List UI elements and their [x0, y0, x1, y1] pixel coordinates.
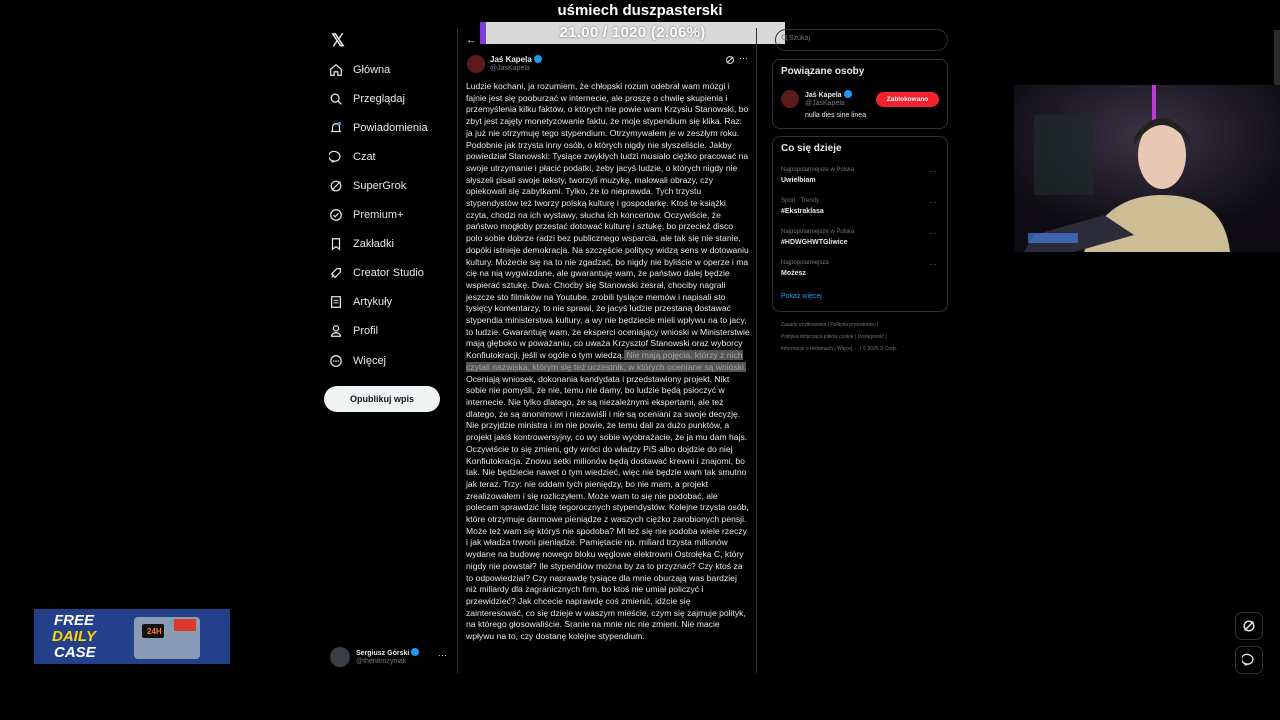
trend-item[interactable]: #Ekstraklasa: [781, 208, 824, 215]
trend-meta: Sport · Trendy: [781, 198, 820, 204]
grok-icon[interactable]: [725, 55, 735, 67]
account-name: Sergiusz Górski: [356, 648, 419, 657]
nav-home-label: Główna: [353, 64, 391, 76]
trend-item[interactable]: Możesz: [781, 270, 806, 277]
footer-links[interactable]: Zasady użytkowania | Polityka prywatności |: [781, 322, 879, 328]
chat-icon: [1242, 653, 1256, 667]
grok-icon: [328, 178, 344, 194]
nav-creator-studio[interactable]: [328, 263, 424, 283]
stream-title: uśmiech duszpasterski: [557, 2, 723, 19]
nav-explore[interactable]: [328, 89, 405, 109]
ad-text: CASE: [54, 644, 96, 661]
nav-notifications[interactable]: [328, 118, 428, 138]
ad-text: DAILY: [52, 628, 96, 645]
trend-item[interactable]: #HDWGHWTGliwice: [781, 239, 848, 246]
back-arrow-icon[interactable]: ←: [466, 34, 477, 46]
post-more-icon[interactable]: ···: [739, 53, 748, 63]
trend-meta: Najpopularniejsze w Polska: [781, 167, 855, 173]
account-switcher[interactable]: [330, 646, 450, 670]
account-handle: @thenitrozyniak: [356, 658, 407, 665]
verified-icon: [844, 90, 852, 98]
webcam-overlay: [1014, 85, 1280, 252]
messages-float-button[interactable]: [1235, 646, 1263, 674]
nav-home[interactable]: [328, 60, 390, 80]
nav-notifications-label: Powiadomienia: [353, 122, 428, 134]
ad-text: FREE: [54, 612, 95, 629]
trend-meta: Najpopularniejsza: [781, 260, 829, 266]
nav-bookmarks[interactable]: [328, 234, 394, 254]
nav-articles-label: Artykuły: [353, 296, 393, 308]
home-icon: [328, 62, 344, 78]
related-people-title: Powiązane osoby: [781, 66, 865, 77]
post-text-part: Ludzie kochani, ja rozumiem, że chłopski rozum odebrał wam mózgi i fajnie jest się pooburzać w internecie, ale proszę o chwilę skupienia i przemyślenia kilku faktów, o których nie powie wam Krzysiu Stanowski, bo zbyt jest zajęty monetyzowanie faktu, że moje stypendium się klika. Raz: ja już nie otrzymuję tego stypendium. Otrzymywałem je w zeszłym roku. Podobnie jak trzysta inny osób, o których nigdy nie słyszeliście. Jakby powiedział Stanowski: Tysiące zwykłych ludzi musiało ciężko pracować na swoje utrzymanie i płacić podatki, żeby jacyś ludzie, o których nigdy nie słyszeli pisali swoje teksty, tworzyli muzykę, malowali obrazy, czy opiekowali się zabytkami. Tylko, że to nieprawda. Tych trzystu stypendystów też tworzy polską kulturę i gospodarkę. Ktoś te książki czyta, chodzi na ich wystawy, słucha ich koncertów. Oczywiście, że państwo mogłoby przestać dotować kulturę i sztukę, bo przecież disco polo sobie dobrze radzi bez publicznego wsparcia, ale tak się nie stanie, dopóki istnieje demokracja. Na szczęście politycy widzą sens w dotowaniu kultury. Możecie się na to nie zgadzać, bo nigdy nie byliście w operze i ma cię na nią wygwizdane, ale gwarantuję wam, że państwo dalej będzie wspierać sztukę. Dwa: Choćby się Stanowski zesrał, chociby nagrali jeszcze sto filmików na Youtube, zrobili tysiące memów i napisali sto tysięcy komentarzy, to nie sprawi, że jacyś ludzie przestaną dostawać stypendia ministerstwa kultury, a wy nie będziecie mieli wpływu na to jacy, to ludzie. Gwarantuję wam, że eksperci oceniający wnioski w Ministerstwie mają głęboko w poważaniu, co uważa Krzysztof Stanowski oraz wyborcy Konfiutokracji, jeśli w ogóle o tym wiedzą.: [466, 81, 750, 361]
author-handle[interactable]: @JasKapela: [490, 65, 530, 72]
account-more-icon[interactable]: ···: [438, 650, 447, 660]
bell-icon: [328, 120, 344, 136]
premium-icon: [328, 207, 344, 223]
person-icon: [328, 323, 344, 339]
trends-panel: [772, 136, 948, 312]
publish-post-button[interactable]: Opublikuj wpis: [324, 386, 440, 412]
donation-progress-bar: [480, 22, 785, 44]
related-handle[interactable]: @JasKapela: [805, 100, 845, 107]
nav-creator-studio-label: Creator Studio: [353, 267, 424, 279]
nav-chat-label: Czat: [353, 151, 376, 163]
nav-supergrok[interactable]: [328, 176, 406, 196]
x-logo-icon[interactable]: 𝕏: [331, 31, 345, 50]
related-name[interactable]: Jaś Kapela: [805, 90, 852, 99]
nav-more[interactable]: [328, 351, 386, 371]
nav-explore-label: Przeglądaj: [353, 93, 405, 105]
nav-premium-label: Premium+: [353, 209, 404, 221]
nav-profile-label: Profil: [353, 325, 379, 337]
author-name[interactable]: Jaś Kapela: [490, 55, 542, 64]
search-icon: [781, 34, 788, 43]
trend-more-icon[interactable]: ···: [929, 167, 937, 176]
chat-icon: [328, 149, 344, 165]
trend-more-icon[interactable]: ···: [929, 198, 937, 207]
author-avatar[interactable]: [467, 55, 485, 73]
search-icon: [328, 91, 344, 107]
more-icon: [328, 353, 344, 369]
post-text-part: Oceniają wniosek, dokonania kandydata i przedstawiony projekt. Nikt sobie nie pomyśli, że nie, temu nie damy, bo ludzie będą psioczyć w internecie. Nie tylko dlatego, że są niezależnymi ekspertami, ale też dlatego, że są anonimowi i niezawiśli i nie są oceniani za swoje decyzję. Nie przyjdzie ministra i im nie powie, że temu dali za dużo punktów, a projekt jakiś kontrowersyjny, co wy sobie wyobrażacie, że ja mu dam hajs. Oczywiście to się zmieni, gdy wróci do władzy PiS albo dojdzie do niej Konfiutokracja. Znowu setki milionów będą dostawać krewni i znajomi, bo tak. Nie będziecie nawet o tym wiedzieć, więc nie będzie wam tak smutno jak teraz. Trzy: nie oddam tych pieniędzy, bo nie mam, a projekt zrealizowałem i się rozliczyłem. Może wam to się nie podobać, ale polecam sprawdzić listę tegorocznych stypendystów. Kolejne trzysta osób, które otrzymuje darmowe pieniądze z waszych ciężko zarobionych pensji. Może też wam się któryś nie spodoba? Mi też się nie podoba wiele rzeczy i jak władza trwoni pieniądze. Pamiętacie np. miliard trzysta milionów wydane na budowę nowego bloku węglowe elektrowni Ostrołęka C, który nigdy nie powstał? Ile stypendiów można by za to przyznać? Czy ktoś za to odpowiedział? Czy naprawdę tysiące dla mnie oburzają was bardziej niż miliardy dla zagranicznych firm, bo ktoś nie umiał policzyć i przewidzieć? Jak chcecie naprawdę coś zmienić, idźcie się zainteresować, co się dzieje w waszym mieście, czym się zajmuje polityk, na którego głosowaliście. Sranie na mnie nic nie zmieni. Nie macie wpływu na to, czy dostanę kolejne stypendium.: [466, 373, 749, 642]
show-more-link[interactable]: Pokaż więcej: [781, 293, 822, 300]
rocket-icon: [328, 265, 344, 281]
post-body: [466, 81, 750, 643]
verified-icon: [411, 648, 419, 656]
nav-bookmarks-label: Zakładki: [353, 238, 394, 250]
nav-articles[interactable]: [328, 292, 392, 312]
avatar: [330, 647, 350, 667]
article-icon: [328, 294, 344, 310]
trends-title: Co się dzieje: [781, 143, 842, 154]
nav-profile[interactable]: [328, 321, 378, 341]
scrollbar[interactable]: [1274, 30, 1280, 90]
footer-links[interactable]: Informacje o reklamach | Więcej ··· | © 2025 X Corp.: [781, 346, 898, 352]
free-daily-case-ad[interactable]: [34, 609, 230, 664]
nav-more-label: Więcej: [353, 355, 387, 367]
related-bio: nulla dies sine linea: [805, 112, 867, 119]
divider: [457, 28, 458, 673]
blocked-button[interactable]: Zablokowano: [876, 92, 939, 107]
trend-more-icon[interactable]: ···: [929, 260, 937, 269]
trend-more-icon[interactable]: ···: [929, 229, 937, 238]
search-placeholder: Szukaj: [789, 35, 811, 42]
grok-icon: [1242, 619, 1256, 633]
nav-supergrok-label: SuperGrok: [353, 180, 407, 192]
progress-text: 21.00 / 1020 (2.06%): [559, 24, 706, 41]
ad-badge: 24H: [147, 627, 162, 636]
grok-float-button[interactable]: [1235, 612, 1263, 640]
verified-icon: [534, 55, 542, 63]
nav-premium[interactable]: [328, 205, 403, 225]
selected-text: Nie mają pojęcia, którzy z nich czytali nazwiska, którym się też uczestnik, w których oceniane są wnioski.: [466, 350, 747, 372]
divider: [756, 28, 757, 673]
bookmark-icon: [328, 236, 344, 252]
trend-meta: Najpopularniejsze w Polska: [781, 229, 855, 235]
related-avatar[interactable]: [781, 90, 799, 108]
trend-item[interactable]: Uwielbiam: [781, 177, 816, 184]
footer-links[interactable]: Polityka dotycząca plików cookie | Dostępność |: [781, 334, 887, 340]
nav-chat[interactable]: [328, 147, 376, 167]
